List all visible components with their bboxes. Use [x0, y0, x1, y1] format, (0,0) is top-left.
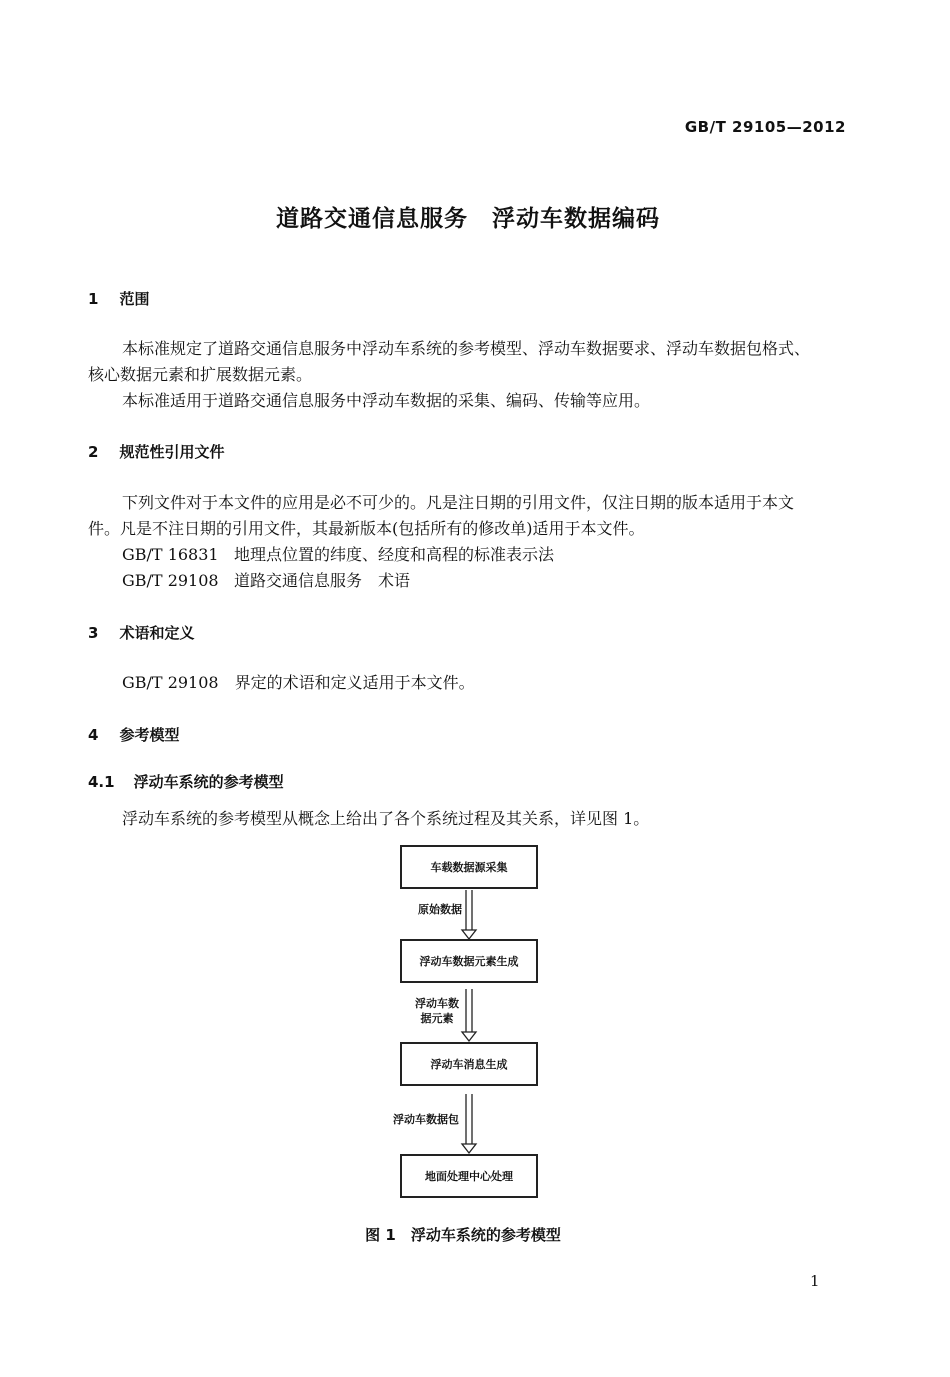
section-number: 2 — [88, 443, 99, 461]
arrow-head — [462, 930, 476, 939]
flow-label-raw-data: 原始数据 — [418, 903, 462, 916]
flow-label-data-elements — [406, 996, 468, 1026]
section-title: 参考模型 — [119, 726, 180, 744]
section-number: 1 — [88, 290, 99, 308]
flow-box-ground-center-processing: 地面处理中心处理 — [400, 1154, 538, 1198]
section-number: 4 — [88, 726, 99, 744]
reference-code: GB/T 29108 — [122, 571, 219, 590]
flow-label-data-packet: 浮动车数据包 — [393, 1113, 459, 1126]
page-number: 1 — [810, 1272, 820, 1290]
section-title: 规范性引用文件 — [119, 443, 225, 461]
section-2-para-1-line-2: 件。凡是不注日期的引用文件，其最新版本(包括所有的修改单)适用于本文件。 — [88, 519, 645, 538]
figure-caption: 图 1 浮动车系统的参考模型 — [365, 1226, 561, 1244]
flow-label-line: 据元素 — [420, 1012, 454, 1025]
section-title: 术语和定义 — [119, 624, 195, 642]
section-title: 范围 — [119, 290, 150, 308]
section-1-para-1-line-2: 核心数据元素和扩展数据元素。 — [88, 365, 313, 384]
flow-box-message-generation: 浮动车消息生成 — [400, 1042, 538, 1086]
subsection-title: 浮动车系统的参考模型 — [133, 773, 284, 791]
reference-title: 道路交通信息服务 术语 — [234, 571, 411, 590]
reference-title: 地理点位置的纬度、经度和高程的标准表示法 — [234, 545, 555, 564]
section-1-para-2: 本标准适用于道路交通信息服务中浮动车数据的采集、编码、传输等应用。 — [122, 391, 651, 410]
reference-code: GB/T 16831 — [122, 545, 219, 564]
standard-code: GB/T 29105—2012 — [684, 118, 846, 136]
subsection-number: 4.1 — [88, 773, 115, 791]
section-3-para-1: GB/T 29108 界定的术语和定义适用于本文件。 — [122, 673, 475, 692]
section-1-para-1-line-1: 本标准规定了道路交通信息服务中浮动车系统的参考模型、浮动车数据要求、浮动车数据包格式、 — [122, 339, 811, 358]
arrow-head — [462, 1144, 476, 1153]
arrow-head — [462, 1032, 476, 1041]
page-title: 道路交通信息服务 浮动车数据编码 — [276, 206, 660, 232]
flow-box-data-element-generation: 浮动车数据元素生成 — [400, 939, 538, 983]
section-2-para-1-line-1: 下列文件对于本文件的应用是必不可少的。凡是注日期的引用文件，仅注日期的版本适用于本文 — [122, 493, 795, 512]
section-number: 3 — [88, 624, 99, 642]
subsection-4-1-para-1: 浮动车系统的参考模型从概念上给出了各个系统过程及其关系，详见图 1。 — [122, 809, 650, 828]
flow-box-vehicle-data-collection: 车载数据源采集 — [400, 845, 538, 889]
flow-label-line: 浮动车数 — [415, 997, 459, 1010]
